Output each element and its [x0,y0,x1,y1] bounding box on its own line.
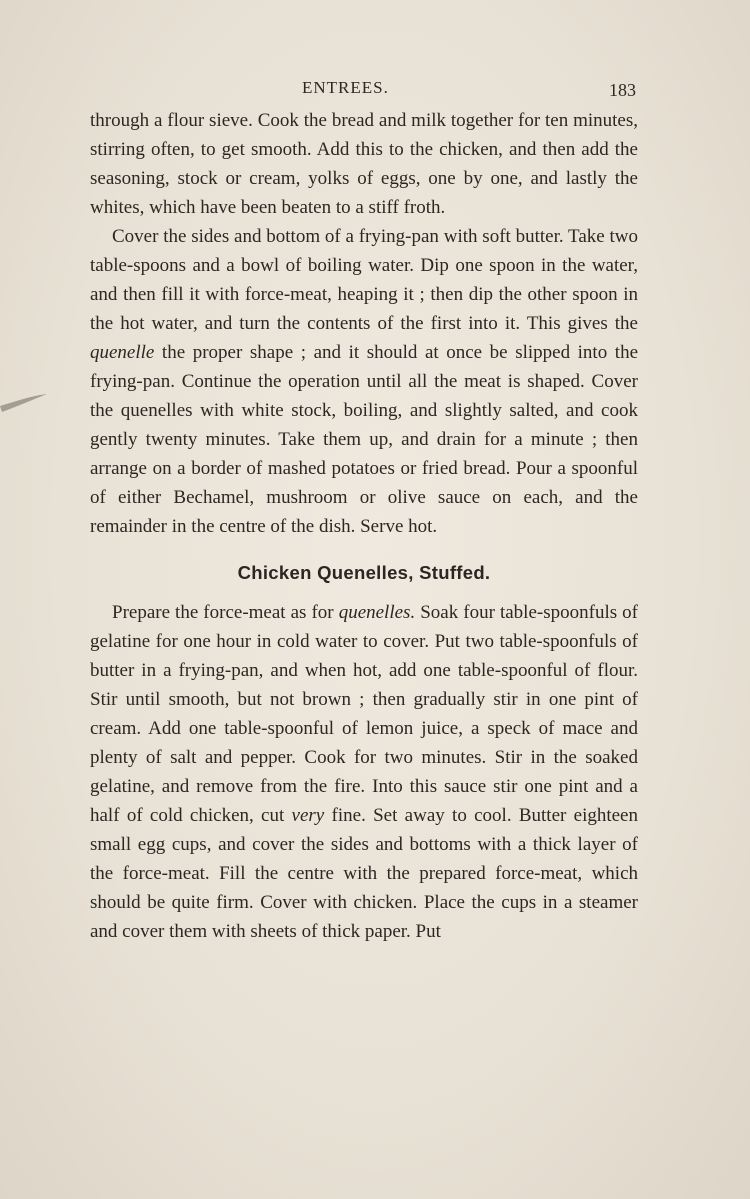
paragraph-2-text-a: Cover the sides and bottom of a frying-pan with soft butter. Take two table-spoons and a bowl of boiling water. Dip one spoon in the water, and then fill it with force-meat, heaping it ; then dip the other spoon in the hot water, and turn the contents of the first into it. This gives the [90,226,638,334]
body-text [90,106,638,946]
paragraph-2-text-b: the proper shape ; and it should at once be slipped into the frying-pan. Continue the operation until all the meat is shaped. Cover the quenelles with white stock, boiling, and slightly salted, and cook gently twenty minutes. Take them up, and drain for a minute ; then arrange on a border of mashed potatoes or fried bread. Pour a spoonful of either Bechamel, mushroom or olive sauce on each, and the remainder in the centre of the dish. Serve hot. [90,342,638,537]
running-head [90,76,638,106]
paragraph-3-italic-2: very [291,805,325,826]
paragraph-3 [90,598,638,946]
running-head-title: ENTREES. [302,78,389,97]
paragraph-2-italic: quenelle [90,342,155,363]
book-page [90,76,638,946]
paragraph-1: through a flour sieve. Cook the bread and milk together for ten minutes, stirring often, to get smooth. Add this to the chicken, and then add the seasoning, stock or cream, yolks of eggs, one by one, and lastly the whites, which have been beaten to a stiff froth. [90,110,638,218]
paragraph-3-text-c: fine. Set away to cool. Butter eighteen small egg cups, and cover the sides and bottoms with a thick layer of the force-meat. Fill the centre with the prepared force-meat, which should be quite firm. Cover with chicken. Place the cups in a steamer and cover them with sheets of thick paper. Put [90,805,638,942]
section-heading: Chicken Quenelles, Stuffed. [237,562,491,583]
page-edge-mark [0,392,48,414]
paragraph-3-text-b: Soak four table-spoonfuls of gelatine for one hour in cold water to cover. Put two table-spoonfuls of butter in a frying-pan, and when hot, add one table-spoonful of flour. Stir until smooth, but not brown ; then gradually stir in one pint of cream. Add one table-spoonful of lemon juice, a speck of mace and plenty of salt and pepper. Cook for two minutes. Stir in the soaked gelatine, and remove from the fire. Into this sauce stir one pint and a half of cold chicken, cut [90,602,638,826]
paragraph-2 [90,222,638,541]
paragraph-3-italic-1: quenelles. [338,602,416,623]
paragraph-3-text-a: Prepare the force-meat as for [112,602,339,623]
page-number: 183 [609,80,636,100]
